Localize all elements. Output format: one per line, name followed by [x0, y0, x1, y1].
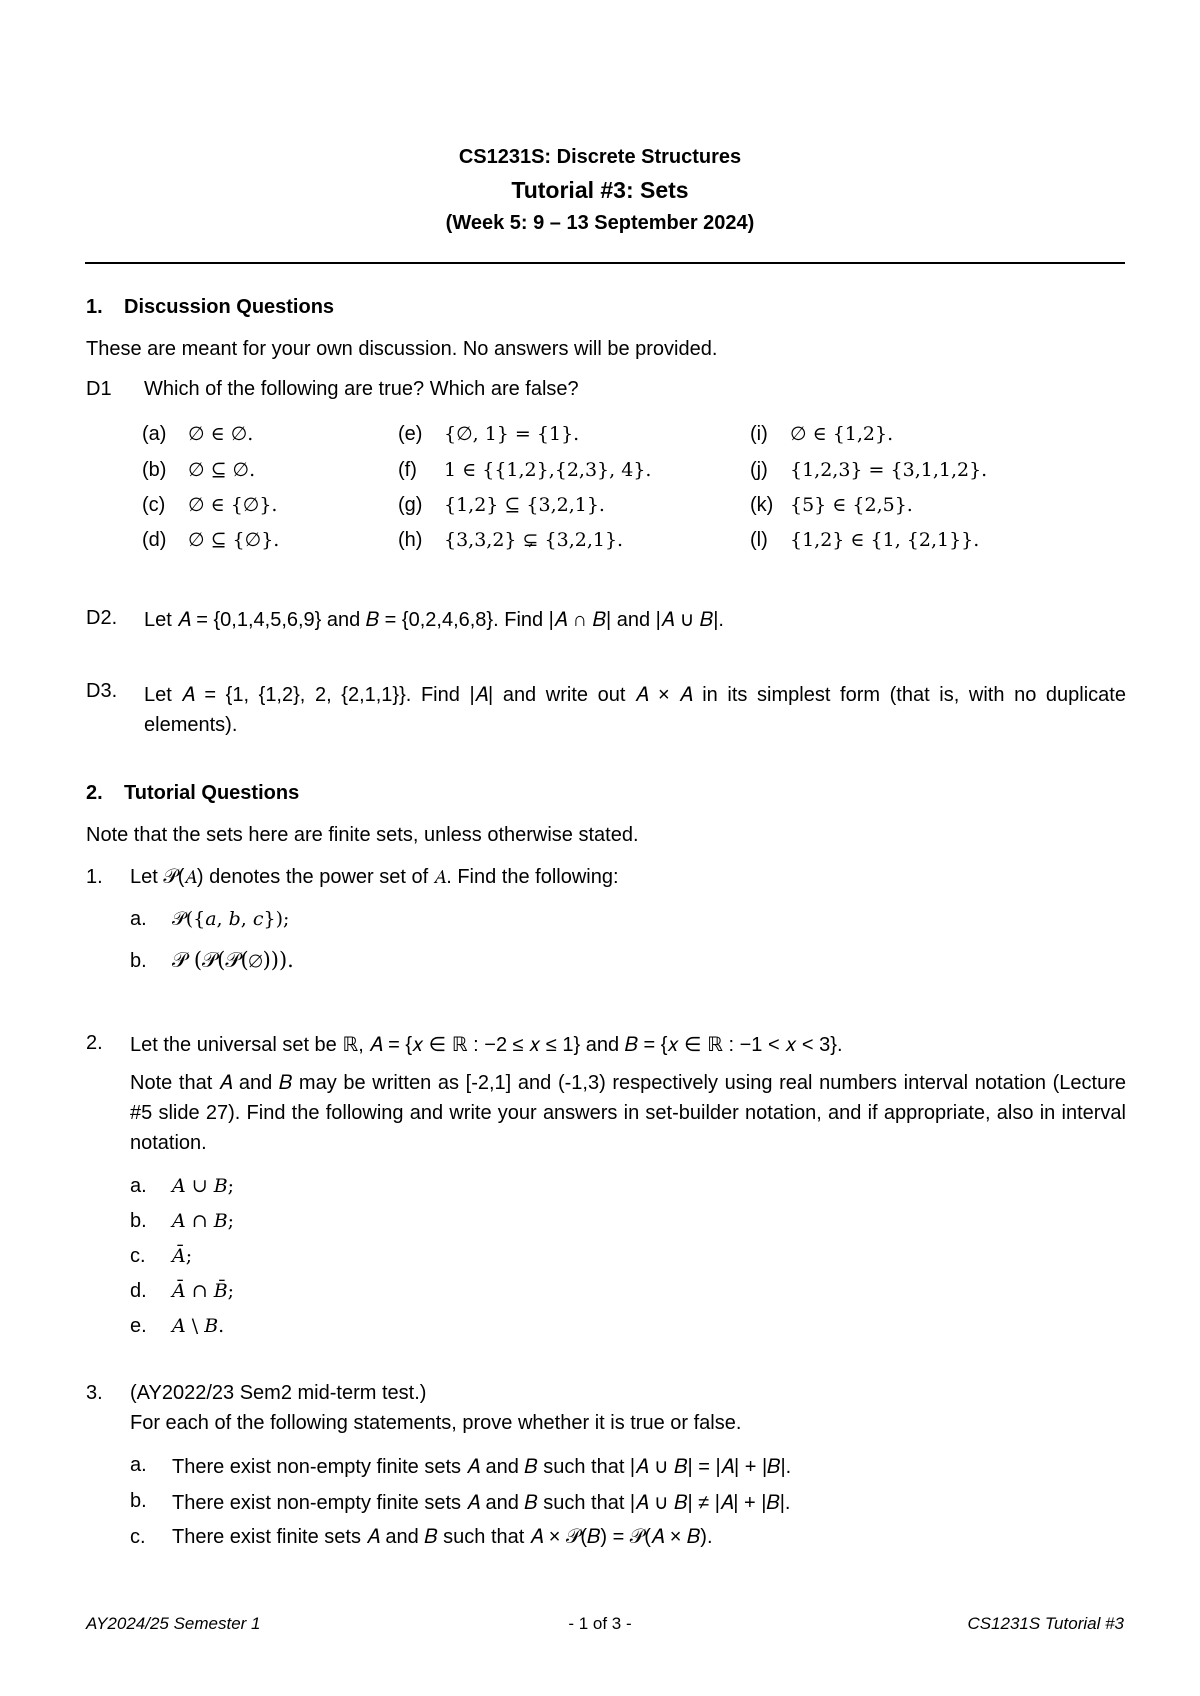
d2-label: D2. — [86, 607, 118, 629]
d1-item-tag: (g) — [398, 494, 423, 516]
q1-part-tag: a. — [130, 908, 147, 930]
section2-intro: Note that the sets here are finite sets, unless otherwise stated. — [86, 824, 639, 846]
d1-item-tag: (j) — [750, 459, 768, 481]
q3-number: 3. — [86, 1382, 103, 1404]
q2-part-expr: 𝐴 \ 𝐵. — [172, 1315, 225, 1337]
q3-part-text: There exist non-empty finite sets 𝐴 and 𝐵 such that |𝐴 ∪ 𝐵| ≠ |𝐴| + |𝐵|. — [172, 1492, 791, 1514]
d1-label: D1 — [86, 378, 112, 400]
q2-part-expr: 𝐴 ∩ 𝐵; — [172, 1210, 235, 1232]
d1-item-tag: (k) — [750, 494, 774, 516]
q3-question: For each of the following statements, prove whether it is true or false. — [130, 1412, 742, 1434]
d3-label: D3. — [86, 680, 118, 702]
q3-part-text: There exist finite sets 𝐴 and 𝐵 such that 𝐴 × 𝒫(𝐵) = 𝒫(𝐴 × 𝐵). — [172, 1526, 713, 1548]
section1-intro: These are meant for your own discussion. No answers will be provided. — [86, 338, 718, 360]
q1-part-tag: b. — [130, 950, 147, 972]
q2-part-tag: c. — [130, 1245, 146, 1267]
d2-question: Let 𝐴 = {0,1,4,5,6,9} and 𝐵 = {0,2,4,6,8}. Find |𝐴 ∩ 𝐵| and |𝐴 ∪ 𝐵|. — [144, 609, 724, 631]
d1-item-tag: (l) — [750, 529, 768, 551]
course-title: CS1231S: Discrete Structures — [458, 146, 742, 168]
q2-question: Let the universal set be ℝ, 𝐴 = {𝑥 ∈ ℝ : −2 ≤ 𝑥 ≤ 1} and 𝐵 = {𝑥 ∈ ℝ : −1 < 𝑥 < 3}. — [130, 1034, 843, 1056]
q2-part-tag: b. — [130, 1210, 147, 1232]
header-divider — [85, 262, 1125, 264]
d1-item-tag: (h) — [398, 529, 423, 551]
section1-number: 1. — [86, 296, 103, 318]
q3-part-text: There exist non-empty finite sets 𝐴 and 𝐵 such that |𝐴 ∪ 𝐵| = |𝐴| + |𝐵|. — [172, 1456, 792, 1478]
q2-note: Note that 𝐴 and 𝐵 may be written as [-2,1] and (-1,3) respectively using real numbers interval notation (Lecture #5 slide 27). Find the following and write your answers in set-builder notation, and if appropriate, also in interval notation. — [130, 1072, 1126, 1154]
section1-title: Discussion Questions — [124, 296, 335, 318]
d1-item-expr: {1,2} ∈ {1, {2,1}}. — [790, 529, 980, 551]
d1-item-expr: ∅ ⊆ {∅}. — [188, 529, 280, 551]
q2-part-expr: 𝐴̄; — [172, 1245, 193, 1267]
q2-part-expr: 𝐴̄ ∩ 𝐵̄; — [172, 1280, 235, 1302]
week-subtitle: (Week 5: 9 – 13 September 2024) — [445, 212, 755, 234]
d1-item-expr: {3,3,2} ⊊ {3,2,1}. — [444, 529, 624, 551]
section2-title: Tutorial Questions — [124, 782, 300, 804]
d1-item-expr: ∅ ⊆ ∅. — [188, 459, 256, 481]
page-number: - 1 of 3 - — [568, 1614, 632, 1633]
footer-semester: AY2024/25 Semester 1 — [86, 1614, 261, 1633]
d3-question: Let 𝐴 = {1, {1,2}, 2, {2,1,1}}. Find |𝐴| and write out 𝐴 × 𝐴 in its simplest form (that is, with no duplicate elements). — [144, 684, 1126, 736]
q3-source: (AY2022/23 Sem2 mid-term test.) — [130, 1382, 427, 1404]
d1-item-expr: {1,2,3} = {3,1,1,2}. — [790, 459, 988, 481]
q2-part-tag: a. — [130, 1175, 147, 1197]
d1-item-expr: 1 ∈ {{1,2},{2,3}, 4}. — [444, 459, 652, 481]
q3-part-tag: a. — [130, 1454, 147, 1476]
tutorial-title: Tutorial #3: Sets — [511, 177, 689, 203]
d1-item-expr: ∅ ∈ ∅. — [188, 423, 254, 445]
q3-part-tag: b. — [130, 1490, 147, 1512]
q3-part-tag: c. — [130, 1526, 146, 1548]
d1-item-tag: (b) — [142, 459, 167, 481]
d1-item-tag: (c) — [142, 494, 166, 516]
d1-item-expr: {5} ∈ {2,5}. — [790, 494, 913, 516]
d1-item-expr: {∅, 1} = {1}. — [444, 423, 580, 445]
d1-item-tag: (a) — [142, 423, 167, 445]
q2-part-tag: d. — [130, 1280, 147, 1302]
section2-number: 2. — [86, 782, 103, 804]
footer-course: CS1231S Tutorial #3 — [967, 1614, 1124, 1633]
d1-question: Which of the following are true? Which are false? — [144, 378, 579, 400]
d1-item-tag: (d) — [142, 529, 167, 551]
q1-part-expr: 𝒫({𝑎, 𝑏, 𝑐}); — [172, 908, 290, 930]
q1-part-expr: 𝒫 (𝒫(𝒫(∅))). — [172, 948, 294, 972]
q1-question: Let 𝒫(𝐴) denotes the power set of 𝐴. Find the following: — [130, 866, 619, 888]
q2-part-tag: e. — [130, 1315, 147, 1337]
d1-item-expr: {1,2} ⊆ {3,2,1}. — [444, 494, 605, 516]
q2-number: 2. — [86, 1032, 103, 1054]
d1-item-expr: ∅ ∈ {1,2}. — [790, 423, 894, 445]
d1-item-expr: ∅ ∈ {∅}. — [188, 494, 278, 516]
d1-item-tag: (e) — [398, 423, 423, 445]
d1-item-tag: (i) — [750, 423, 768, 445]
q2-part-expr: 𝐴 ∪ 𝐵; — [172, 1175, 235, 1197]
q1-number: 1. — [86, 866, 103, 888]
d1-item-tag: (f) — [398, 459, 417, 481]
